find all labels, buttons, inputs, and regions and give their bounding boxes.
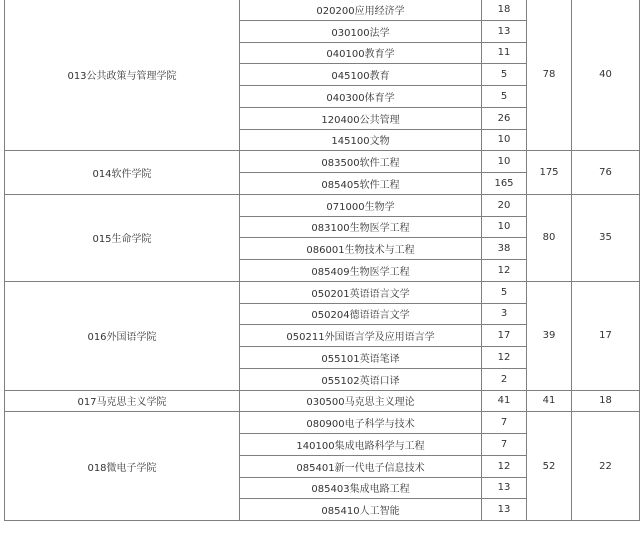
table-row: [5, 281, 640, 303]
major-name-cell: 055101英语笔译: [240, 347, 482, 369]
college-second-cell: 17: [572, 281, 640, 390]
college-name-cell: 013公共政策与管理学院: [5, 0, 240, 151]
major-name-cell: 085403集成电路工程: [240, 477, 482, 499]
college-second-cell: 18: [572, 390, 640, 412]
major-name-cell: 080900电子科学与技术: [240, 412, 482, 434]
major-name-cell: 040100教育学: [240, 42, 482, 64]
college-second-cell: 40: [572, 0, 640, 151]
college-second-cell: 22: [572, 412, 640, 521]
major-count-cell: 10: [482, 216, 527, 238]
table-row: [5, 412, 640, 434]
college-second-cell: 76: [572, 151, 640, 195]
major-count-cell: 18: [482, 0, 527, 20]
major-count-cell: 5: [482, 86, 527, 108]
major-name-cell: 071000生物学: [240, 194, 482, 216]
major-count-cell: 38: [482, 238, 527, 260]
major-count-cell: 41: [482, 390, 527, 412]
major-count-cell: 13: [482, 477, 527, 499]
college-second-cell: 35: [572, 194, 640, 281]
major-name-cell: 040300体育学: [240, 86, 482, 108]
major-name-cell: 140100集成电路科学与工程: [240, 434, 482, 456]
major-count-cell: 2: [482, 368, 527, 390]
major-count-cell: 13: [482, 499, 527, 521]
college-name-cell: 015生命学院: [5, 194, 240, 281]
major-name-cell: 120400公共管理: [240, 107, 482, 129]
table-row: [5, 151, 640, 173]
major-name-cell: 020200应用经济学: [240, 0, 482, 20]
major-count-cell: 5: [482, 281, 527, 303]
major-count-cell: 5: [482, 64, 527, 86]
major-count-cell: 26: [482, 107, 527, 129]
major-count-cell: 7: [482, 412, 527, 434]
major-name-cell: 050201英语语言文学: [240, 281, 482, 303]
major-count-cell: 3: [482, 303, 527, 325]
major-name-cell: 085410人工智能: [240, 499, 482, 521]
college-total-cell: 175: [527, 151, 572, 195]
college-total-cell: 41: [527, 390, 572, 412]
major-name-cell: 045100教育: [240, 64, 482, 86]
major-count-cell: 20: [482, 194, 527, 216]
major-count-cell: 17: [482, 325, 527, 347]
college-total-cell: 52: [527, 412, 572, 521]
major-name-cell: 050211外国语言学及应用语言学: [240, 325, 482, 347]
college-total-cell: 80: [527, 194, 572, 281]
major-count-cell: 12: [482, 455, 527, 477]
major-count-cell: 7: [482, 434, 527, 456]
major-count-cell: 10: [482, 129, 527, 151]
major-name-cell: 050204德语语言文学: [240, 303, 482, 325]
major-count-cell: 13: [482, 20, 527, 42]
major-name-cell: 030500马克思主义理论: [240, 390, 482, 412]
enrollment-table: [4, 0, 640, 521]
table-row: [5, 0, 640, 20]
major-name-cell: 085405软件工程: [240, 173, 482, 195]
college-total-cell: 78: [527, 0, 572, 151]
college-name-cell: 017马克思主义学院: [5, 390, 240, 412]
major-name-cell: 086001生物技术与工程: [240, 238, 482, 260]
major-name-cell: 145100文物: [240, 129, 482, 151]
table-row: [5, 194, 640, 216]
major-name-cell: 083100生物医学工程: [240, 216, 482, 238]
major-count-cell: 12: [482, 260, 527, 282]
major-count-cell: 12: [482, 347, 527, 369]
major-name-cell: 085409生物医学工程: [240, 260, 482, 282]
major-name-cell: 083500软件工程: [240, 151, 482, 173]
college-name-cell: 018微电子学院: [5, 412, 240, 521]
table-body: [5, 0, 640, 521]
college-total-cell: 39: [527, 281, 572, 390]
major-name-cell: 030100法学: [240, 20, 482, 42]
major-count-cell: 10: [482, 151, 527, 173]
major-count-cell: 11: [482, 42, 527, 64]
college-name-cell: 014软件学院: [5, 151, 240, 195]
major-name-cell: 085401新一代电子信息技术: [240, 455, 482, 477]
table-row: [5, 390, 640, 412]
major-count-cell: 165: [482, 173, 527, 195]
college-name-cell: 016外国语学院: [5, 281, 240, 390]
major-name-cell: 055102英语口译: [240, 368, 482, 390]
